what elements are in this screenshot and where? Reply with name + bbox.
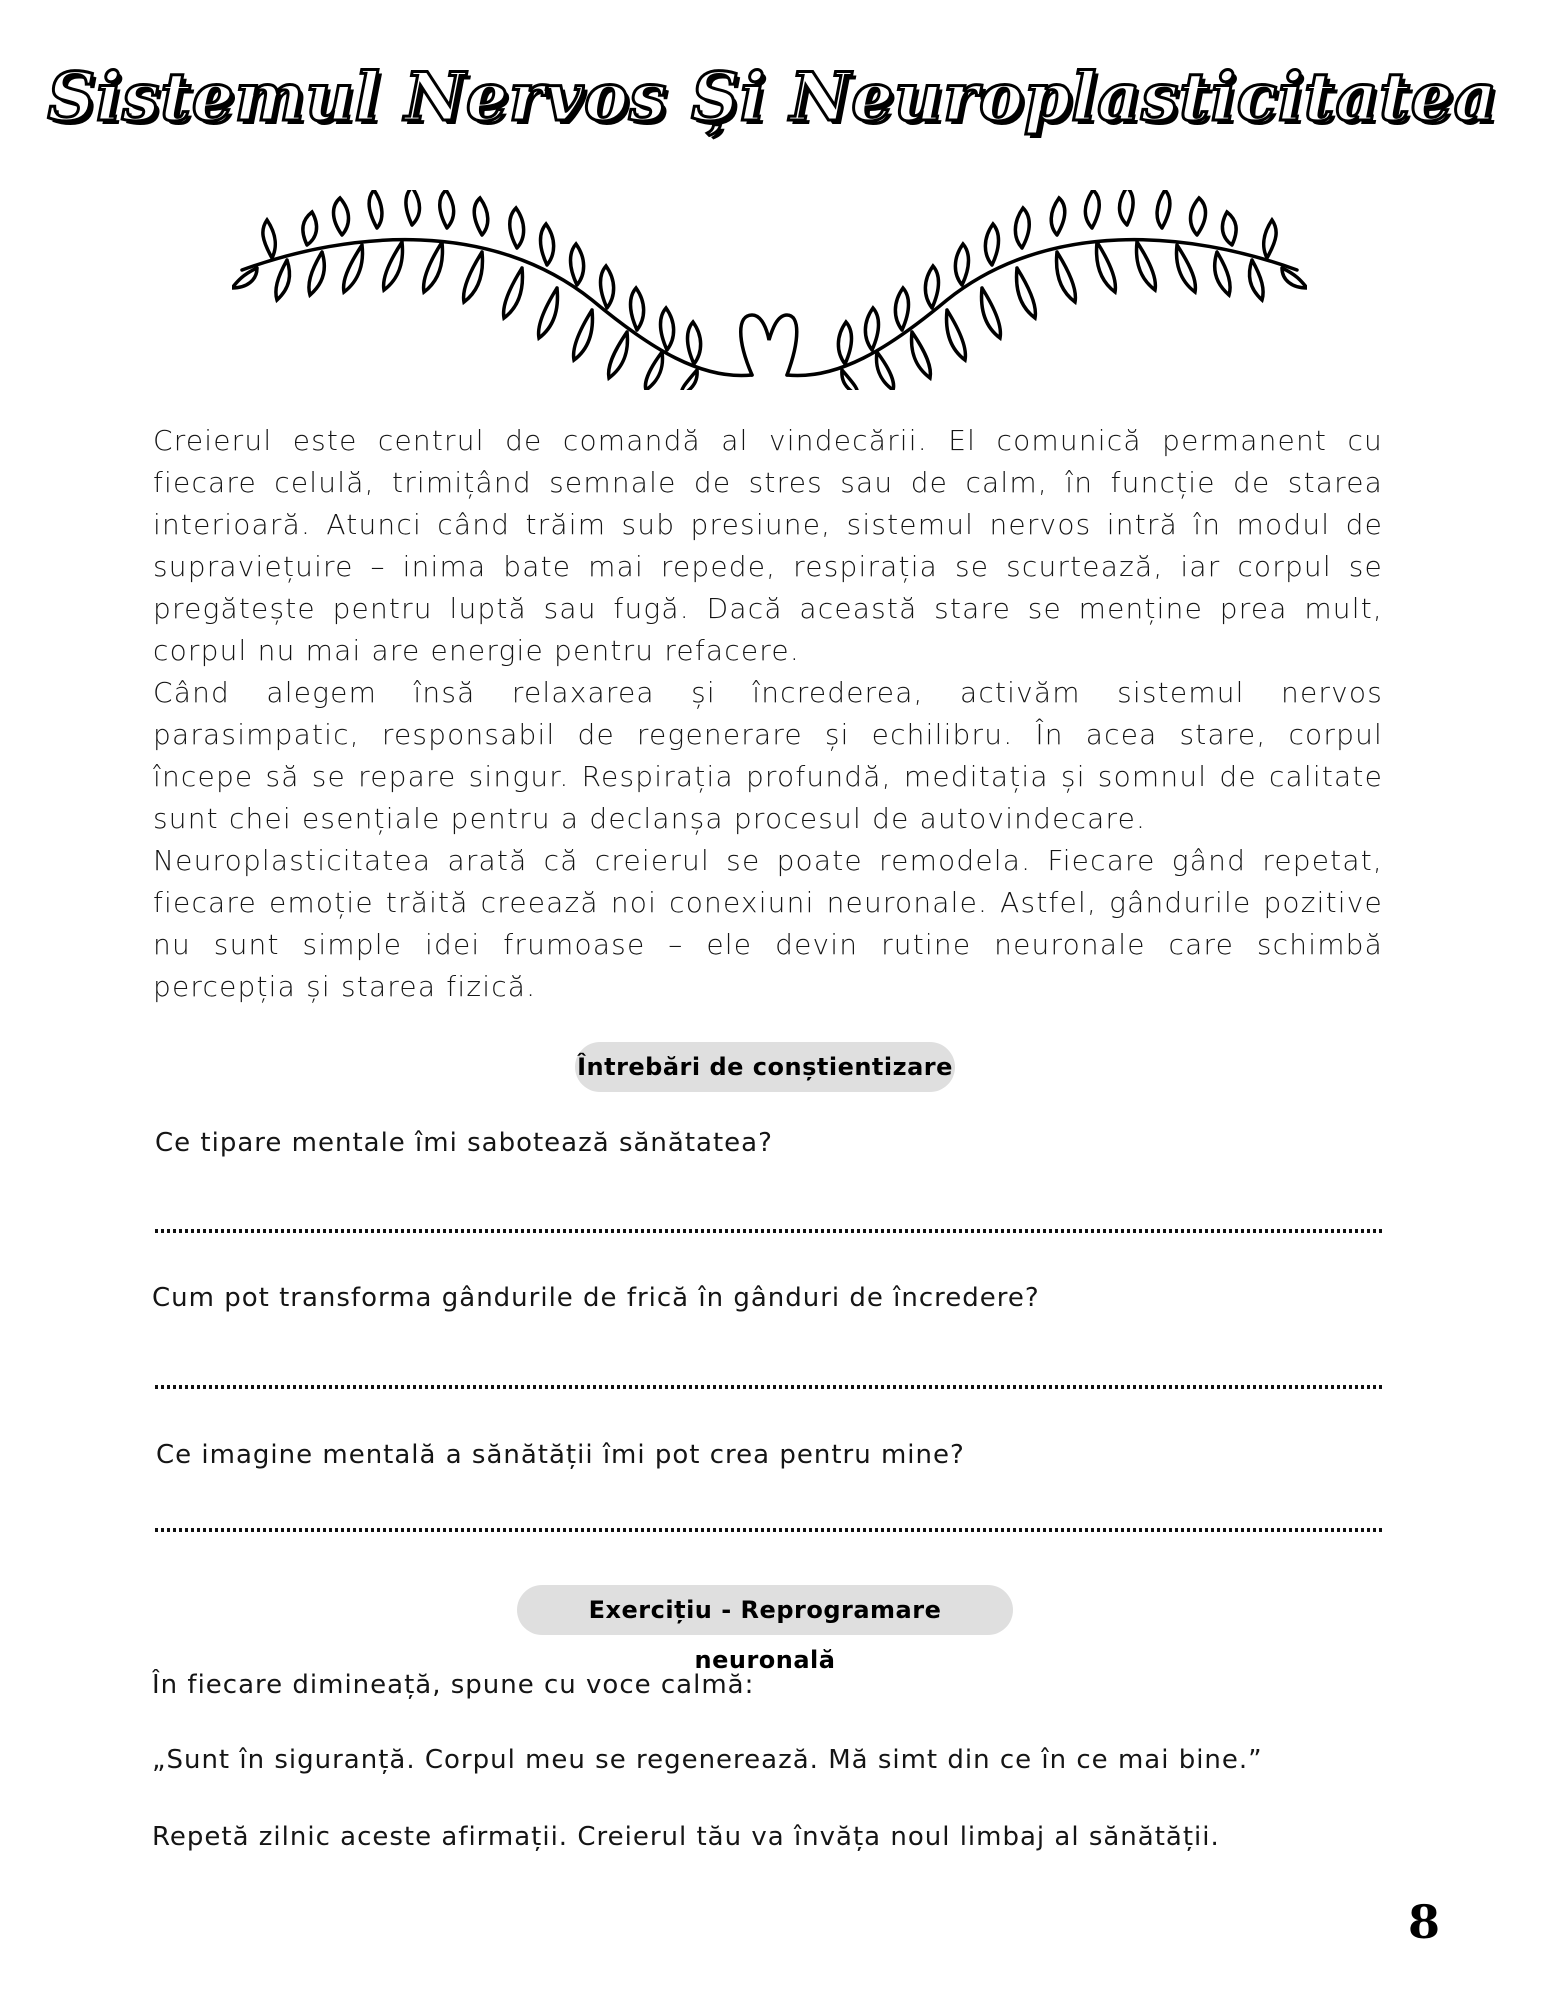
page-number: 8: [1408, 1895, 1441, 1949]
paragraph-stress: Creierul este centrul de comandă al vindecării. El comunică permanent cu fiecare celulă, trimițând semnale de stres sau de calm, în funcție de starea interioară. Atunci când trăim sub presiune, sistemul nervos intră în modul de supraviețuire – inima bate mai repede, respirația se scurtează, iar corpul se pregătește pentru luptă sau fugă. Dacă această stare se menține prea mult, corpul nu mai are energie pentru refacere.: [153, 424, 1383, 667]
question-3: Ce imagine mentală a sănătății îmi pot crea pentru mine?: [156, 1440, 965, 1470]
exercise-section-heading: Exercițiu - Reprogramare neuronală: [517, 1585, 1013, 1635]
laurel-ornament-icon: [232, 190, 1307, 390]
intro-body-text: [153, 420, 1383, 1008]
exercise-affirmation: „Sunt în siguranță. Corpul meu se regenerează. Mă simt din ce în ce mai bine.”: [152, 1745, 1263, 1775]
answer-line-2[interactable]: [155, 1385, 1385, 1389]
page-title: Sistemul Nervos Și Neuroplasticitatea: [47, 58, 1498, 136]
answer-line-1[interactable]: [155, 1229, 1385, 1233]
question-1: Ce tipare mentale îmi sabotează sănătatea?: [155, 1128, 773, 1158]
exercise-instruction: În fiecare dimineață, spune cu voce calmă:: [152, 1670, 755, 1700]
paragraph-neuroplasticity: Neuroplasticitatea arată că creierul se poate remodela. Fiecare gând repetat, fiecare emoție trăită creează noi conexiuni neuronale. Astfel, gândurile pozitive nu sunt simple idei frumoase – ele devin rutine neuronale care schimbă percepția și starea fizică.: [153, 844, 1383, 1003]
answer-line-3[interactable]: [155, 1528, 1385, 1532]
questions-section-heading: Întrebări de conștientizare: [575, 1042, 955, 1092]
exercise-closing: Repetă zilnic aceste afirmații. Creierul tău va învăța noul limbaj al sănătății.: [152, 1822, 1220, 1852]
question-2: Cum pot transforma gândurile de frică în gânduri de încredere?: [152, 1283, 1040, 1313]
paragraph-relaxation: Când alegem însă relaxarea și încrederea, activăm sistemul nervos parasimpatic, responsabil de regenerare și echilibru. În acea stare, corpul începe să se repare singur. Respirația profundă, meditația și somnul de calitate sunt chei esențiale pentru a declanșa procesul de autovindecare.: [153, 676, 1383, 835]
